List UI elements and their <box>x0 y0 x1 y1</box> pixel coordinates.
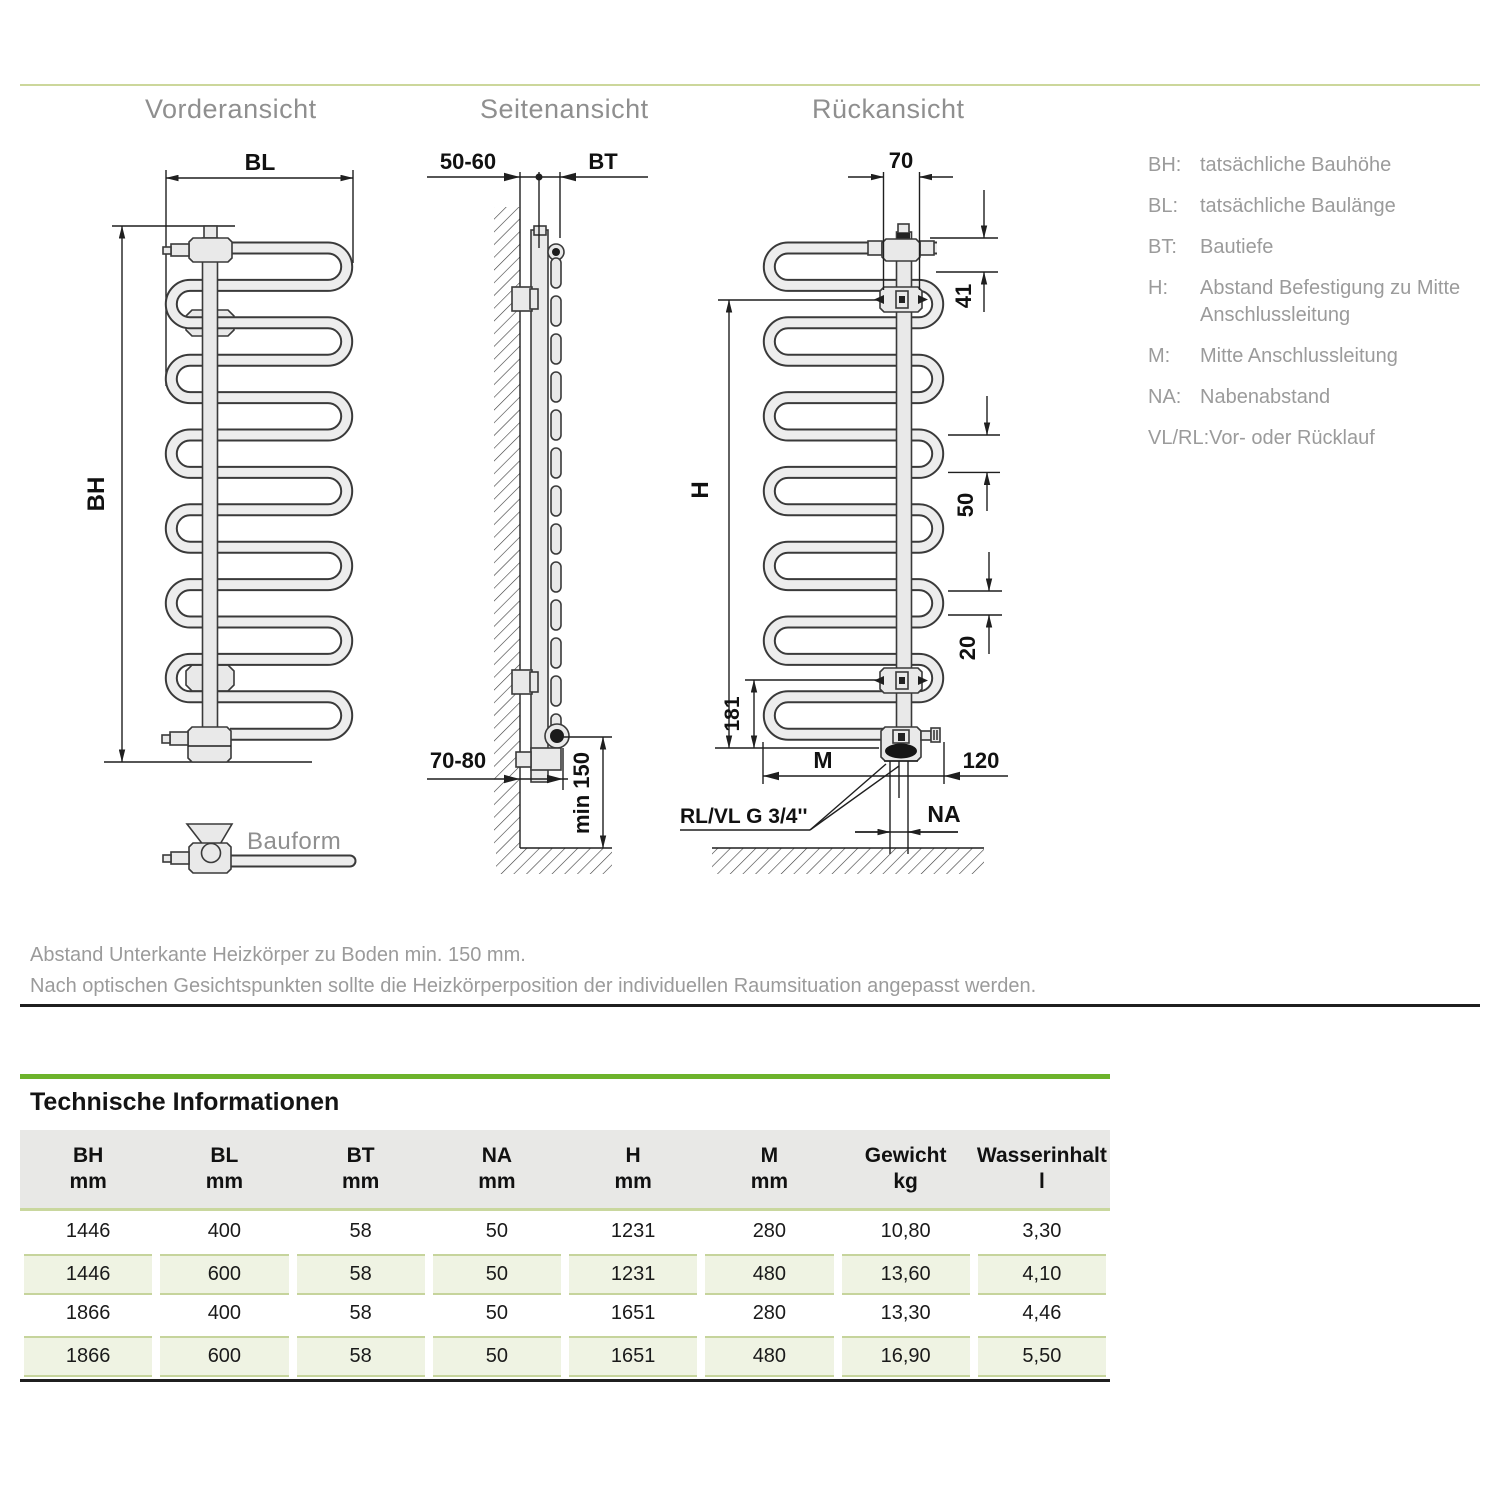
table-header-cell <box>429 1130 565 1208</box>
table-cell: 10,80 <box>880 1220 931 1242</box>
table-row <box>20 1295 1110 1336</box>
legend-desc: tatsächliche Baulänge <box>1200 195 1396 217</box>
legend-desc: Vor- oder Rücklauf <box>1209 427 1375 449</box>
section-divider <box>20 1004 1480 1007</box>
table-cell: 1866 <box>65 1302 111 1324</box>
footnote-line-2: Nach optischen Gesichtspunkten sollte die Heizkörperposition der individuellen Raumsituation angepasst werden. <box>30 975 1037 997</box>
col-label: NA <box>481 1144 513 1167</box>
dim-right-offset-label: 120 <box>962 748 1000 773</box>
dim-top-offset-label: 41 <box>951 283 976 309</box>
col-unit: mm <box>614 1170 652 1193</box>
dim-rail-width-label: 70 <box>888 148 914 173</box>
legend-term: NA: <box>1148 386 1182 408</box>
table-cell: 1866 <box>20 1336 156 1377</box>
table-cell: 480 <box>701 1254 837 1295</box>
table-cell: 58 <box>293 1336 429 1377</box>
bauform-label: Bauform <box>247 828 342 855</box>
col-label: Wasserinhalt <box>976 1144 1107 1167</box>
col-label: BT <box>346 1144 375 1167</box>
col-label: Gewicht <box>864 1144 947 1167</box>
floor-hatch <box>496 848 612 874</box>
col-unit: mm <box>205 1170 244 1193</box>
side-view-drawing <box>427 149 648 874</box>
front-radiator <box>162 226 347 762</box>
table-cell: 480 <box>701 1336 837 1377</box>
front-view-drawing <box>83 149 353 873</box>
legend-desc: Bautiefe <box>1200 236 1274 258</box>
dim-na-label: NA <box>927 801 961 827</box>
table-row <box>20 1213 1110 1254</box>
side-view-title: Seitenansicht <box>480 94 649 124</box>
col-unit: mm <box>750 1170 789 1193</box>
dim-min-floor-label: min 150 <box>569 752 594 834</box>
col-unit: mm <box>478 1170 516 1193</box>
table-cell: 1651 <box>565 1336 701 1377</box>
table-cell: 4,10 <box>974 1254 1110 1295</box>
table-header-cell <box>701 1130 837 1208</box>
table-row <box>20 1254 1110 1295</box>
dim-connection-label: RL/VL G 3/4'' <box>680 805 808 828</box>
legend-desc: tatsächliche Bauhöhe <box>1200 154 1392 176</box>
table-cell: 50 <box>485 1302 508 1324</box>
legend-desc: Mitte Anschlussleitung <box>1200 345 1398 367</box>
rear-radiator <box>769 224 940 854</box>
table-cell: 5,50 <box>974 1336 1110 1377</box>
table-accent-rule <box>20 1074 1110 1079</box>
legend-desc: Abstand Befestigung zu Mitte Anschlussleitung <box>1200 277 1461 326</box>
legend-term: BT: <box>1148 236 1177 258</box>
col-unit: mm <box>69 1170 107 1193</box>
table-title: Technische Informationen <box>30 1088 340 1116</box>
header-underline <box>20 1208 1110 1211</box>
table-cell: 1231 <box>610 1220 656 1242</box>
table-header-cell <box>838 1130 974 1208</box>
legend-term: M: <box>1148 345 1171 367</box>
dim-bottom-offset-label: 181 <box>721 696 744 732</box>
rear-view-drawing <box>680 148 1008 874</box>
table-header-cell <box>565 1130 701 1208</box>
col-unit: mm <box>341 1170 380 1193</box>
table-cell: 1651 <box>610 1302 656 1324</box>
dim-bl-label: BL <box>244 149 276 175</box>
table-bottom-rule <box>20 1379 1110 1382</box>
dim-floor-gap-label: 70-80 <box>429 748 487 773</box>
table-cell: 4,46 <box>1022 1302 1062 1324</box>
col-unit: l <box>1038 1170 1045 1193</box>
table-cell: 1231 <box>565 1254 701 1295</box>
table-cell: 50 <box>429 1336 565 1377</box>
table-cell: 50 <box>485 1220 508 1242</box>
col-label: BH <box>72 1144 104 1167</box>
rear-view-title: Rückansicht <box>812 94 965 124</box>
table-cell: 3,30 <box>1022 1220 1062 1242</box>
table-cell: 58 <box>349 1302 372 1324</box>
legend-term: H: <box>1148 277 1168 299</box>
col-unit: kg <box>893 1170 918 1193</box>
table-cell: 400 <box>207 1220 242 1242</box>
table-cell: 58 <box>293 1254 429 1295</box>
table-cell: 50 <box>429 1254 565 1295</box>
table-cell: 13,30 <box>880 1302 931 1324</box>
legend-term: VL/RL: <box>1148 427 1210 449</box>
front-view-title: Vorderansicht <box>145 94 317 124</box>
table-cell: 1446 <box>20 1254 156 1295</box>
dim-hook-gap-label: 50 <box>953 492 978 518</box>
col-label: M <box>760 1144 779 1167</box>
table-cell: 58 <box>349 1220 372 1242</box>
table-cell: 600 <box>156 1254 292 1295</box>
table-cell: 280 <box>752 1302 787 1324</box>
table-header-cell <box>293 1130 429 1208</box>
table-header-cell <box>20 1130 156 1208</box>
dim-m-label: M <box>813 747 833 773</box>
table-header-cell <box>156 1130 292 1208</box>
table-header-row <box>20 1130 1110 1208</box>
table-cell: 1446 <box>65 1220 111 1242</box>
legend-term: BL: <box>1148 195 1179 217</box>
footnote-line-1: Abstand Unterkante Heizkörper zu Boden min. 150 mm. <box>30 944 526 966</box>
table-cell: 16,90 <box>838 1336 974 1377</box>
legend-desc: Nabenabstand <box>1200 386 1331 408</box>
dim-wall-gap-label: 50-60 <box>439 149 497 174</box>
footnote <box>30 940 1330 1002</box>
table-header-cell <box>974 1130 1110 1208</box>
dim-bt-label: BT <box>588 149 618 174</box>
bauform-drawing <box>163 824 350 873</box>
col-label: BL <box>210 1144 239 1167</box>
dim-tube-gap-label: 20 <box>955 635 980 661</box>
col-label: H <box>625 1144 641 1167</box>
table-cell: 13,60 <box>838 1254 974 1295</box>
table-cell: 280 <box>752 1220 787 1242</box>
dim-bh-label: BH <box>83 476 110 512</box>
legend-term: BH: <box>1148 154 1182 176</box>
floor-hatch <box>712 848 984 874</box>
table-cell: 400 <box>207 1302 242 1324</box>
dim-h-label: H <box>687 481 714 499</box>
table-cell: 600 <box>156 1336 292 1377</box>
table-row <box>20 1336 1110 1377</box>
